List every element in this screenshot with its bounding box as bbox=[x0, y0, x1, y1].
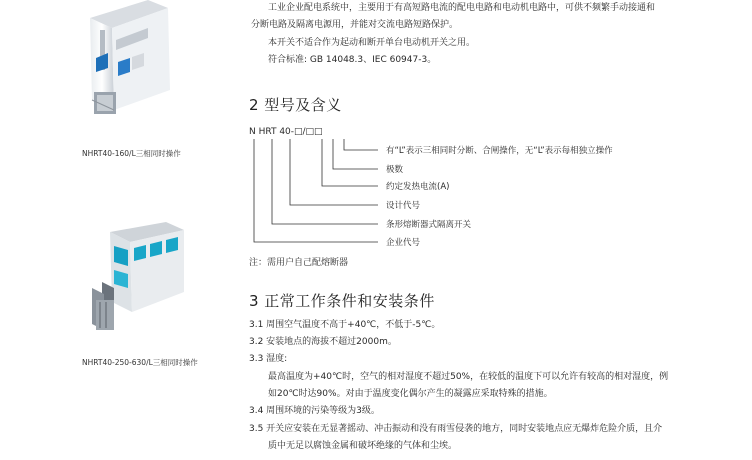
model-label-phase-operation: 有“L”表示三相同时分断、合闸操作，无“L”表示每相独立操作 bbox=[386, 146, 613, 156]
intro-line-3: 本开关不适合作为起动和断开单台电动机开关之用。 bbox=[268, 38, 476, 48]
model-label-poles: 极数 bbox=[386, 165, 404, 175]
product-caption-2: NHRT40-250-630/L三相同时操作 bbox=[82, 358, 198, 367]
model-label-design-code: 设计代号 bbox=[386, 201, 421, 211]
condition-item-3-5-cont: 质中无足以腐蚀金属和破坏绝缘的气体和尘埃。 bbox=[268, 441, 458, 451]
section-2-title: 2 型号及含义 bbox=[249, 96, 342, 114]
model-code: N HRT 40-□/□□ bbox=[249, 127, 323, 137]
model-label-current: 约定发热电流(A) bbox=[386, 182, 450, 192]
intro-line-4: 符合标准: GB 14048.3、IEC 60947-3。 bbox=[268, 55, 437, 65]
condition-humidity-line-1: 最高温度为+40℃时，空气的相对湿度不超过50%，在较低的温度下可以允许有较高的相对湿度，例 bbox=[268, 372, 669, 382]
condition-item-3-4: 3.4 周围环境的污染等级为3级。 bbox=[249, 406, 380, 416]
product-caption-1: NHRT40-160/L三相同时操作 bbox=[82, 149, 181, 158]
condition-item-3-2: 3.2 安装地点的海拔不超过2000m。 bbox=[249, 337, 397, 347]
section-2-note: 注：需用户自己配熔断器 bbox=[249, 258, 349, 268]
intro-line-2: 分断电路及隔离电源用，并能对交流电路短路保护。 bbox=[251, 20, 459, 30]
condition-item-3-3: 3.3 湿度: bbox=[249, 354, 288, 364]
condition-item-3-5: 3.5 开关应安装在无显著摇动、冲击振动和没有雨雪侵袭的地方，同时安装地点应无爆炸危险介质，且介 bbox=[249, 424, 663, 434]
model-label-switch-type: 条形熔断器式隔离开关 bbox=[386, 220, 472, 230]
condition-item-3-1: 3.1 周围空气温度不高于+40℃，不低于-5℃。 bbox=[249, 320, 441, 330]
intro-line-1: 工业企业配电系统中，主要用于有高短路电流的配电电路和电动机电路中，可供不频繁手动接通和 bbox=[268, 3, 656, 13]
condition-humidity-line-2: 如20℃时达90%。对由于温度变化偶尔产生的凝露应采取特殊的措施。 bbox=[268, 389, 553, 399]
model-label-enterprise-code: 企业代号 bbox=[386, 238, 421, 248]
section-3-title: 3 正常工作条件和安装条件 bbox=[249, 292, 435, 310]
